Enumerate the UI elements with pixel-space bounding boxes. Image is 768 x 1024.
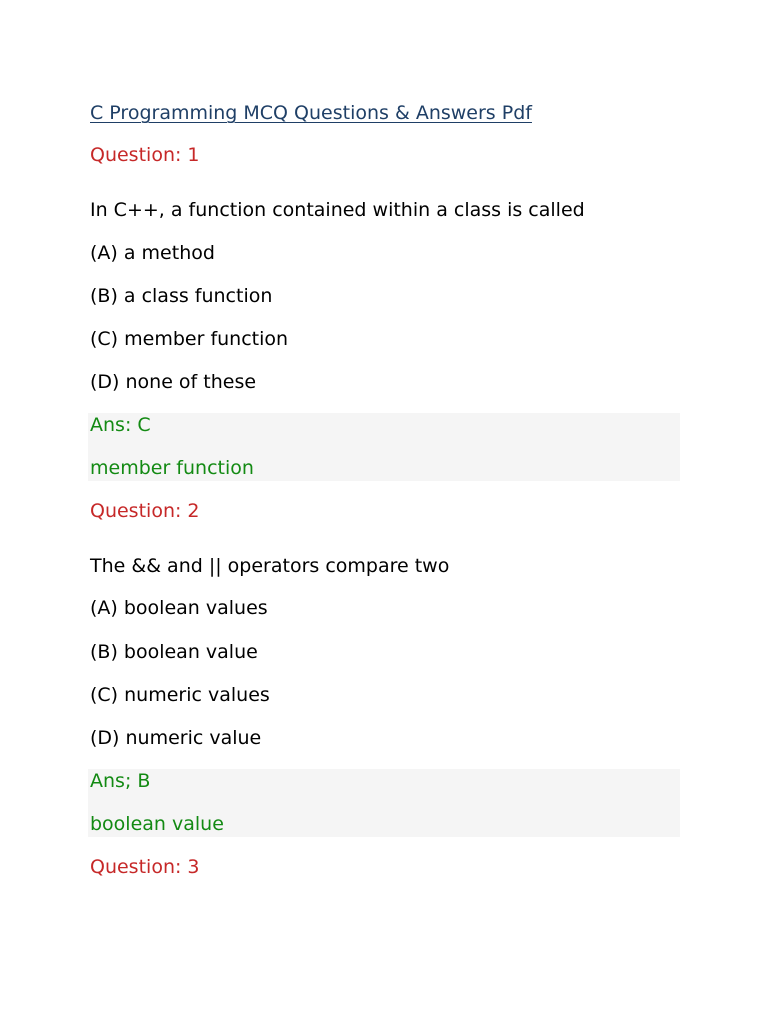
question-1-option-d: (D) none of these: [90, 371, 257, 393]
answer-2-label: Ans; B: [90, 770, 151, 792]
question-3-label: Question: 3: [90, 856, 200, 878]
question-2-option-a: (A) boolean values: [90, 597, 268, 619]
answer-1-label: Ans: C: [90, 414, 151, 436]
answer-1-text: member function: [90, 457, 254, 479]
question-1-text: In C++, a function contained within a class is called: [90, 199, 585, 221]
question-2-option-d: (D) numeric value: [90, 727, 262, 749]
question-1-option-a: (A) a method: [90, 242, 215, 264]
document-title-link[interactable]: C Programming MCQ Questions & Answers Pdf: [90, 102, 532, 124]
question-1-option-b: (B) a class function: [90, 285, 273, 307]
question-1-label: Question: 1: [90, 144, 200, 166]
question-2-label: Question: 2: [90, 500, 200, 522]
question-1-option-c: (C) member function: [90, 328, 289, 350]
answer-2-text: boolean value: [90, 813, 224, 835]
question-2-option-c: (C) numeric values: [90, 684, 270, 706]
question-2-text: The && and || operators compare two: [90, 555, 450, 577]
question-2-option-b: (B) boolean value: [90, 641, 258, 663]
